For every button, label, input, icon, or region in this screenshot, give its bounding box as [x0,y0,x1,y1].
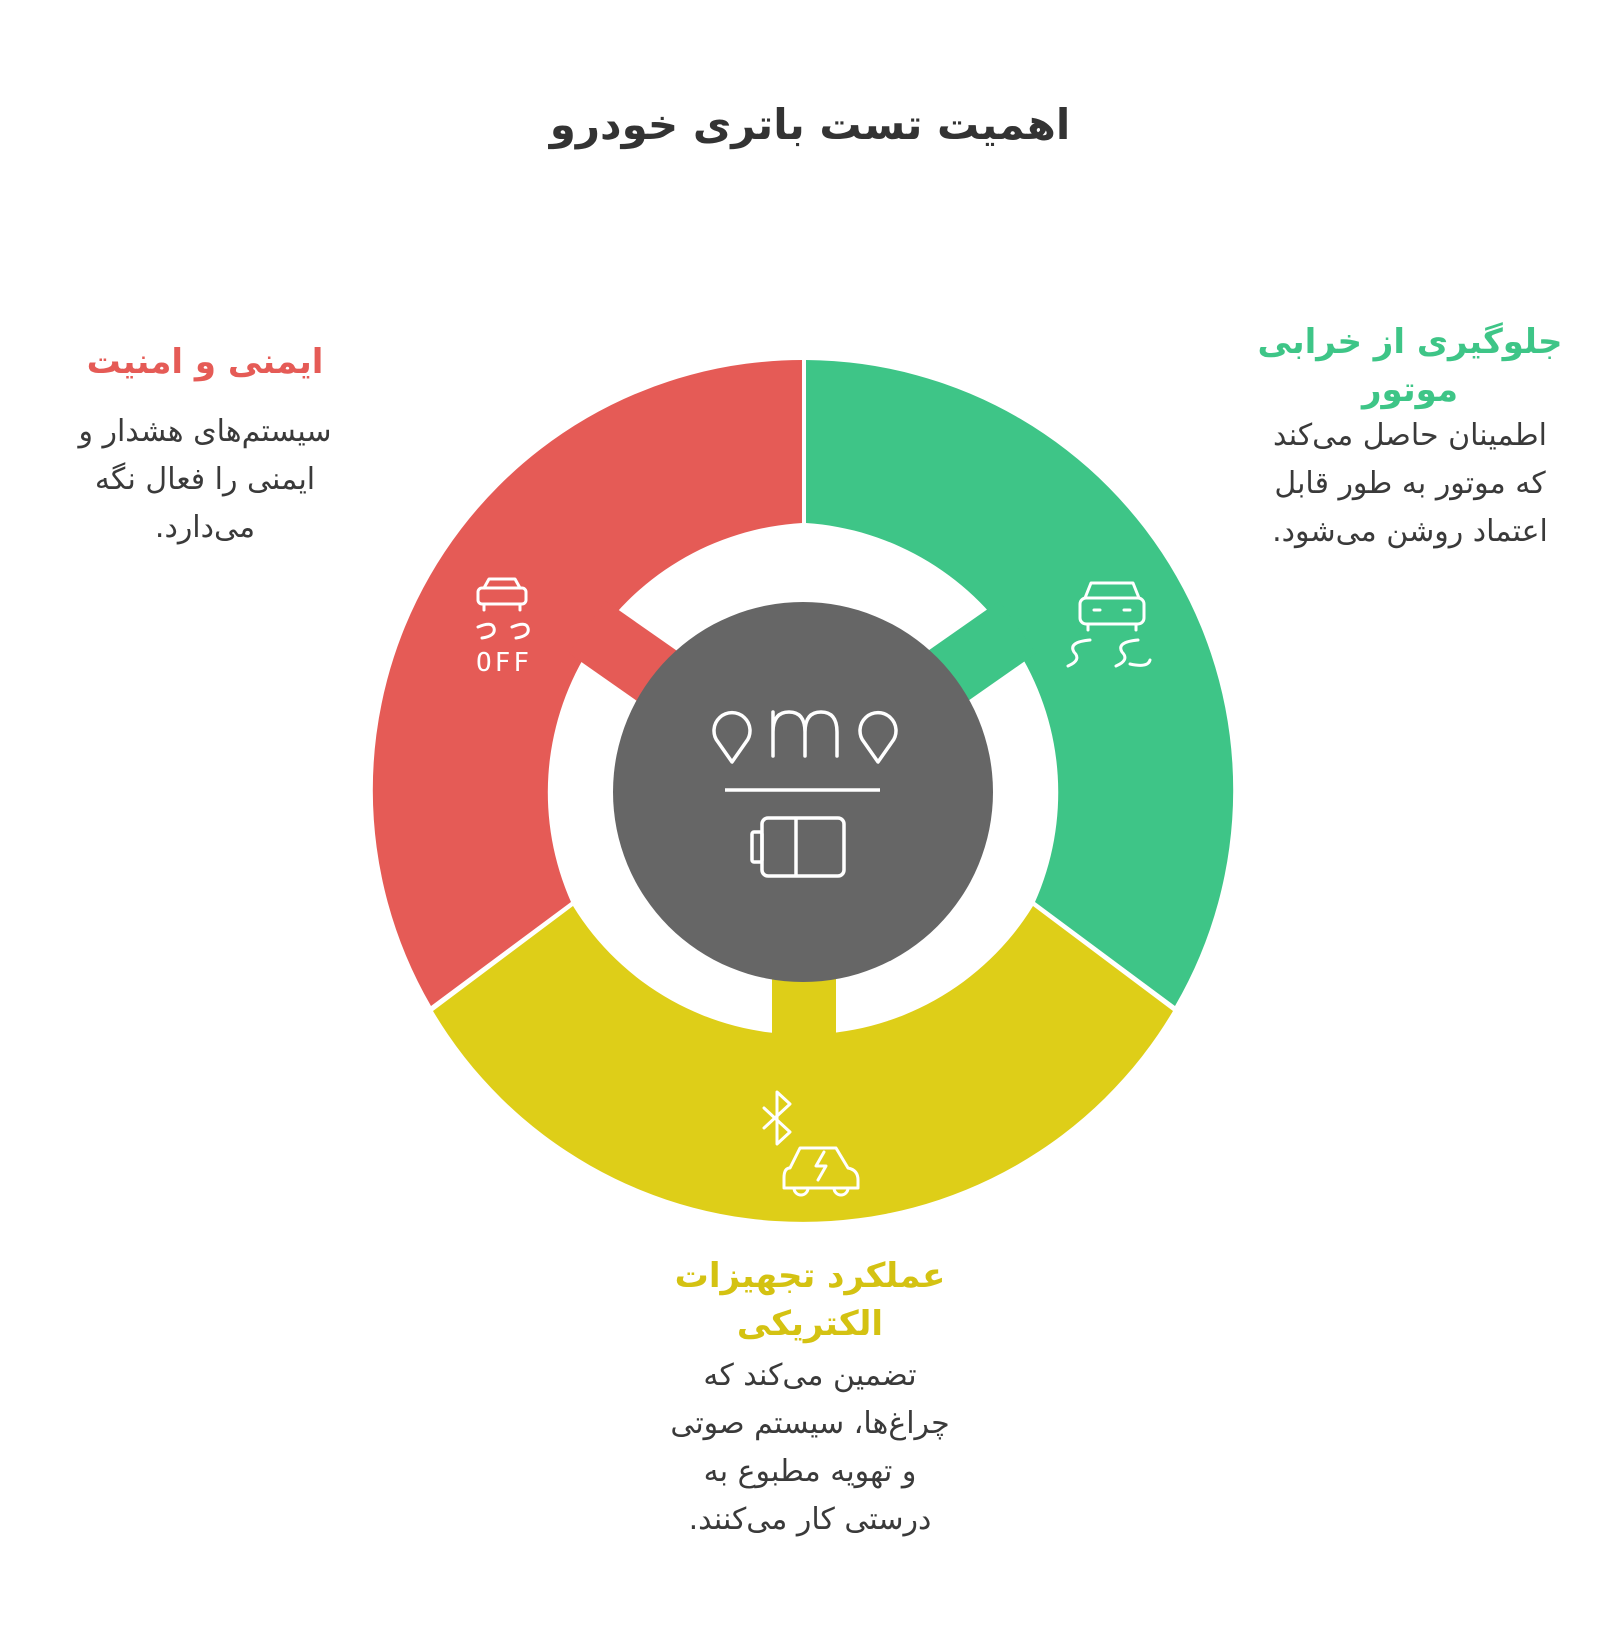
safety-description-line: می‌دارد. [154,510,256,545]
off-label: OFF [476,648,532,678]
engine-description [1225,412,1595,556]
electrical-heading-line: عملکرد تجهیزات [674,1256,946,1296]
safety-description [40,408,370,552]
electrical-description-line: درستی کار می‌کنند. [688,1502,932,1537]
engine-description-line: اعتماد روشن می‌شود. [1272,514,1548,549]
electrical-description-line: چراغ‌ها، سیستم صوتی [670,1406,950,1441]
engine-description-line: اطمینان حاصل می‌کند [1273,418,1547,453]
engine-description-line: که موتور به طور قابل [1274,466,1546,501]
engine-heading-line: جلوگیری از خرابی [1257,322,1563,362]
engine-heading-line: موتور [1361,370,1459,410]
safety-description-line: ایمنی را فعال نگه [94,462,316,497]
electrical-description [620,1352,1000,1544]
electrical-description-line: تضمین می‌کند که [703,1358,917,1393]
safety-heading: ایمنی و امنیت [86,342,324,382]
center-hub [613,602,993,982]
electrical-heading [620,1252,1000,1348]
electrical-heading-line: الکتریکی [736,1304,884,1344]
electrical-description-line: و تهویه مطبوع به [703,1454,917,1489]
safety-description-line: سیستم‌های هشدار و [78,414,332,449]
engine-heading [1225,318,1595,414]
page-title: اهمیت تست باتری خودرو [549,100,1071,149]
